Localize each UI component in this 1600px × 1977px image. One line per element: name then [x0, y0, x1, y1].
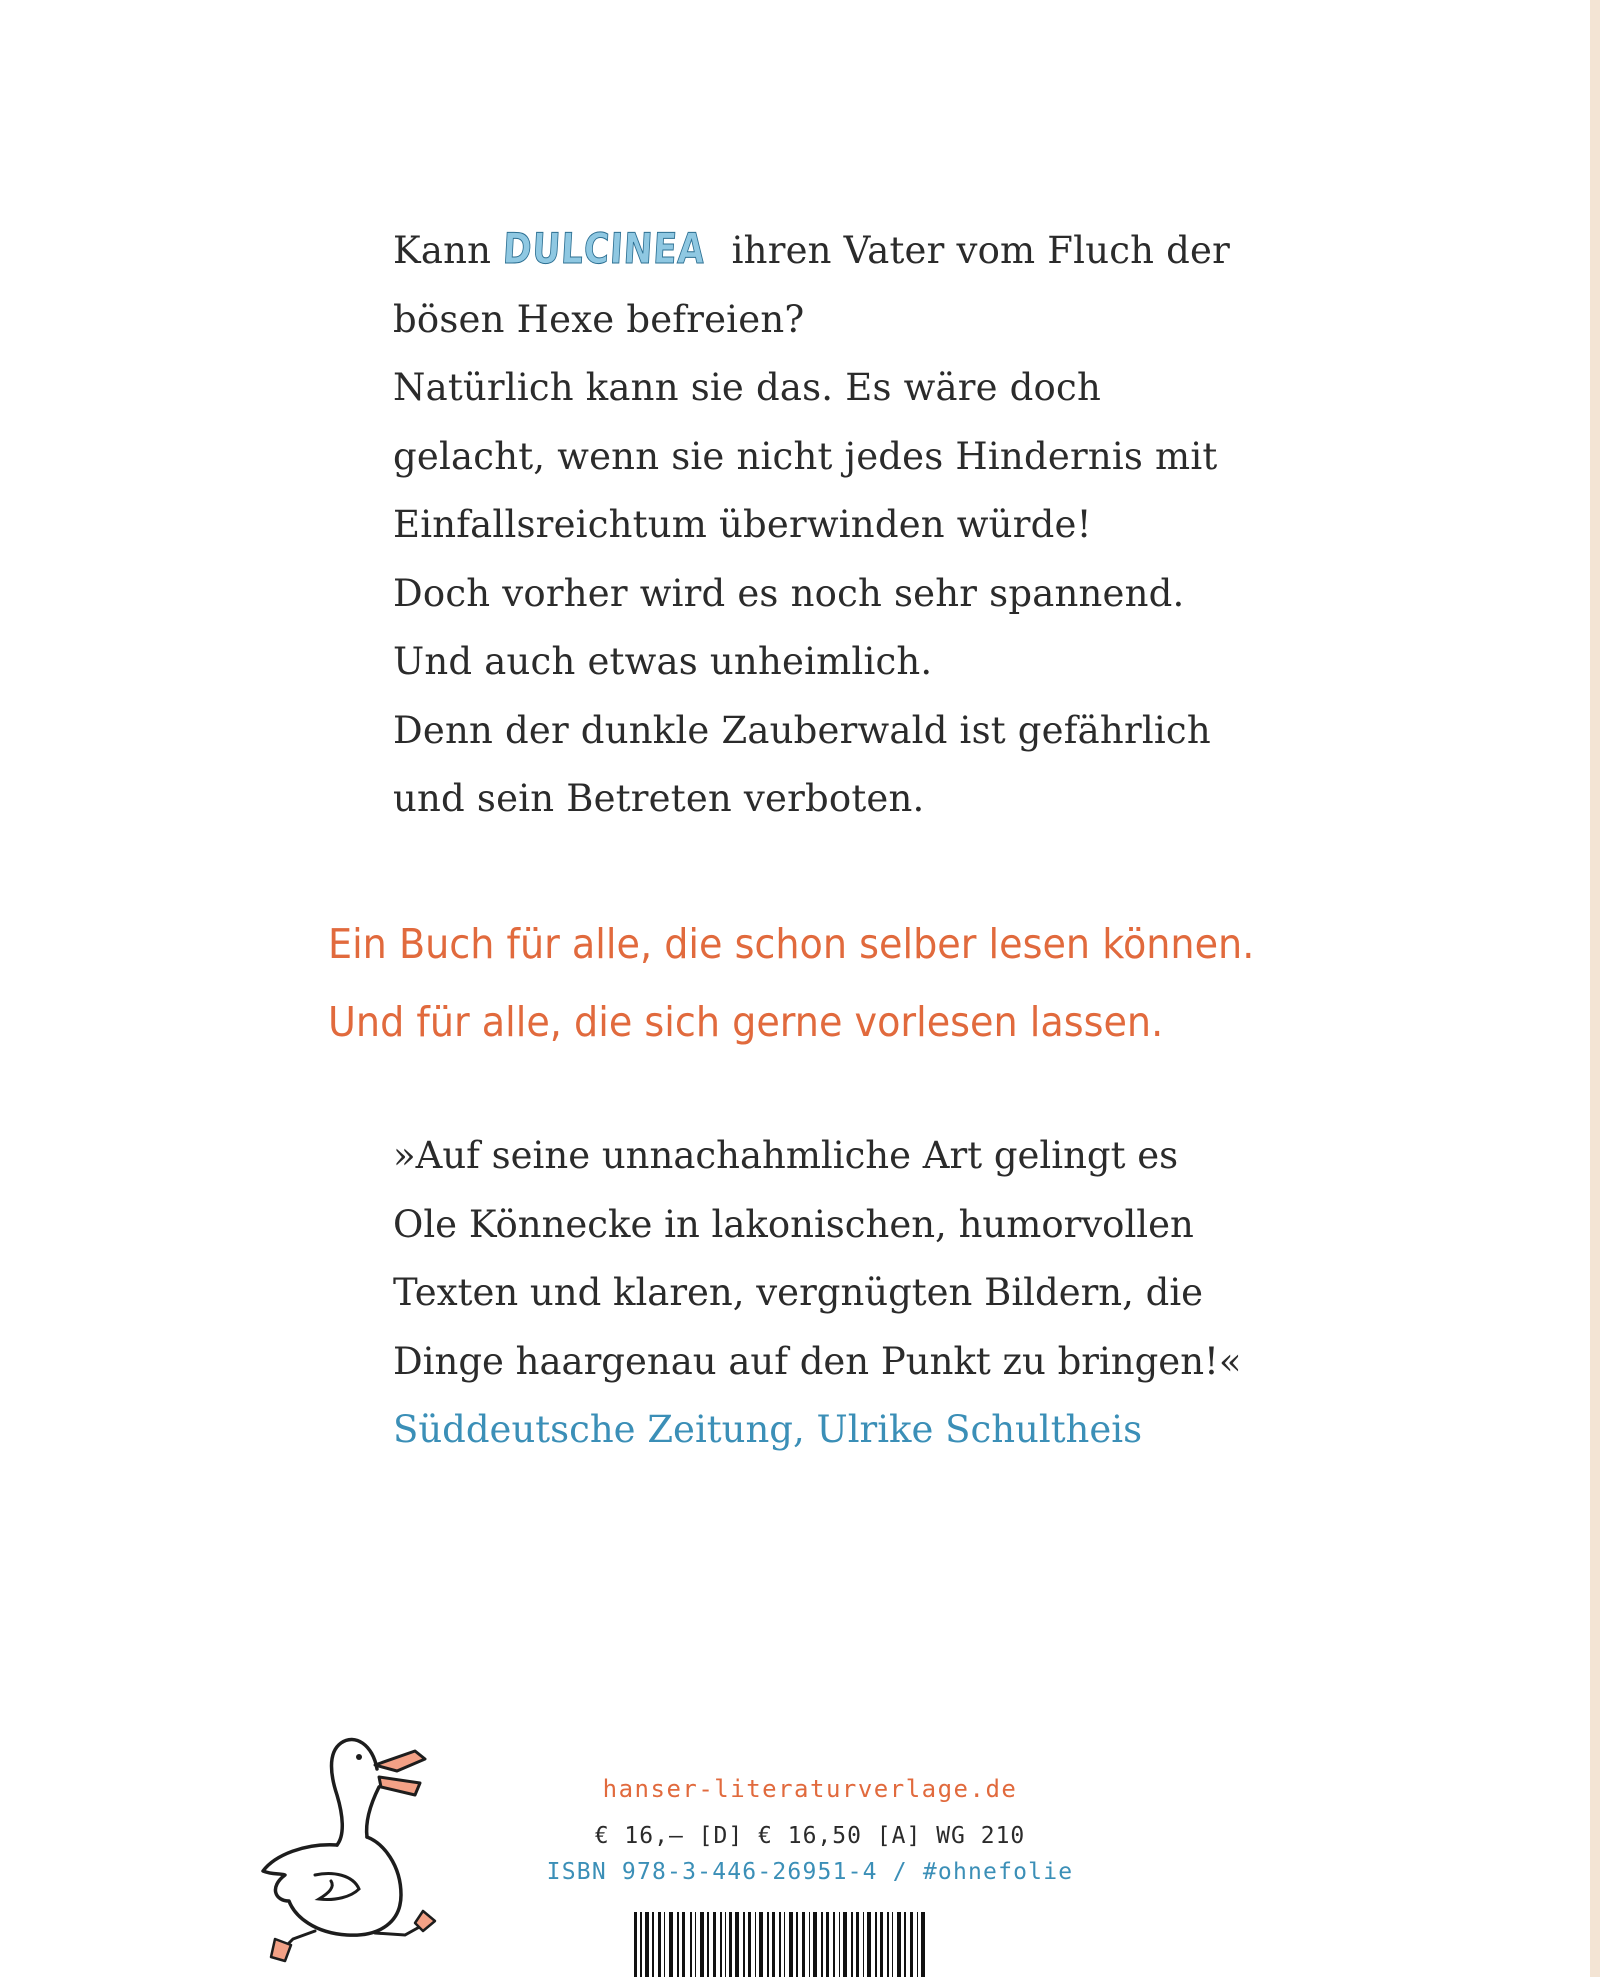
blurb-line: Einfallsreichtum überwinden würde! [393, 503, 1092, 546]
blurb-line: bösen Hexe befreien? [393, 297, 805, 341]
price-info: € 16,– [D] € 16,50 [A] WG 210 [594, 1823, 1026, 1849]
blurb-line: gelacht, wenn sie nicht jedes Hindernis mit [393, 434, 1218, 478]
blurb-line: Und auch etwas unheimlich. [393, 640, 933, 683]
spine-edge [1590, 0, 1600, 1977]
imprint-block [540, 1775, 1080, 1895]
blurb-line: Natürlich kann sie das. Es wäre doch [393, 366, 1101, 409]
quote-line: »Auf seine unnachahmliche Art gelingt es [393, 1134, 1179, 1177]
tagline-line-2: Und für alle, die sich gerne vorlesen lassen. [328, 998, 1164, 1046]
blurb-line: Doch vorher wird es noch sehr spannend. [393, 571, 1185, 615]
duck-illustration-icon [255, 1725, 485, 1965]
dulcinea-name-logo: DULCINEA [501, 224, 707, 273]
blurb-line: und sein Betreten verboten. [393, 777, 925, 820]
publisher-website: hanser-literaturverlage.de [602, 1775, 1018, 1803]
isbn-info: ISBN 978-3-446-26951-4 / #ohnefolie [546, 1859, 1074, 1885]
review-quote [393, 1122, 1242, 1465]
quote-line: Texten und klaren, vergnügten Bildern, die [393, 1271, 1204, 1314]
quote-line: Dinge haargenau auf den Punkt zu bringen!« [393, 1339, 1242, 1383]
blurb-line: Denn der dunkle Zauberwald ist gefährlich [393, 708, 1211, 752]
quote-source: Süddeutsche Zeitung, Ulrike Schultheis [393, 1408, 1143, 1451]
tagline-line-1: Ein Buch für alle, die schon selber lesen können. [328, 920, 1255, 968]
tagline [328, 905, 1258, 1061]
quote-line: Ole Könnecke in lakonischen, humorvollen [393, 1202, 1194, 1246]
blurb-text [393, 215, 1231, 834]
blurb-line-1: Kann DULCINEA ihren Vater vom Fluch der [393, 215, 1193, 286]
barcode-icon [634, 1912, 929, 1977]
